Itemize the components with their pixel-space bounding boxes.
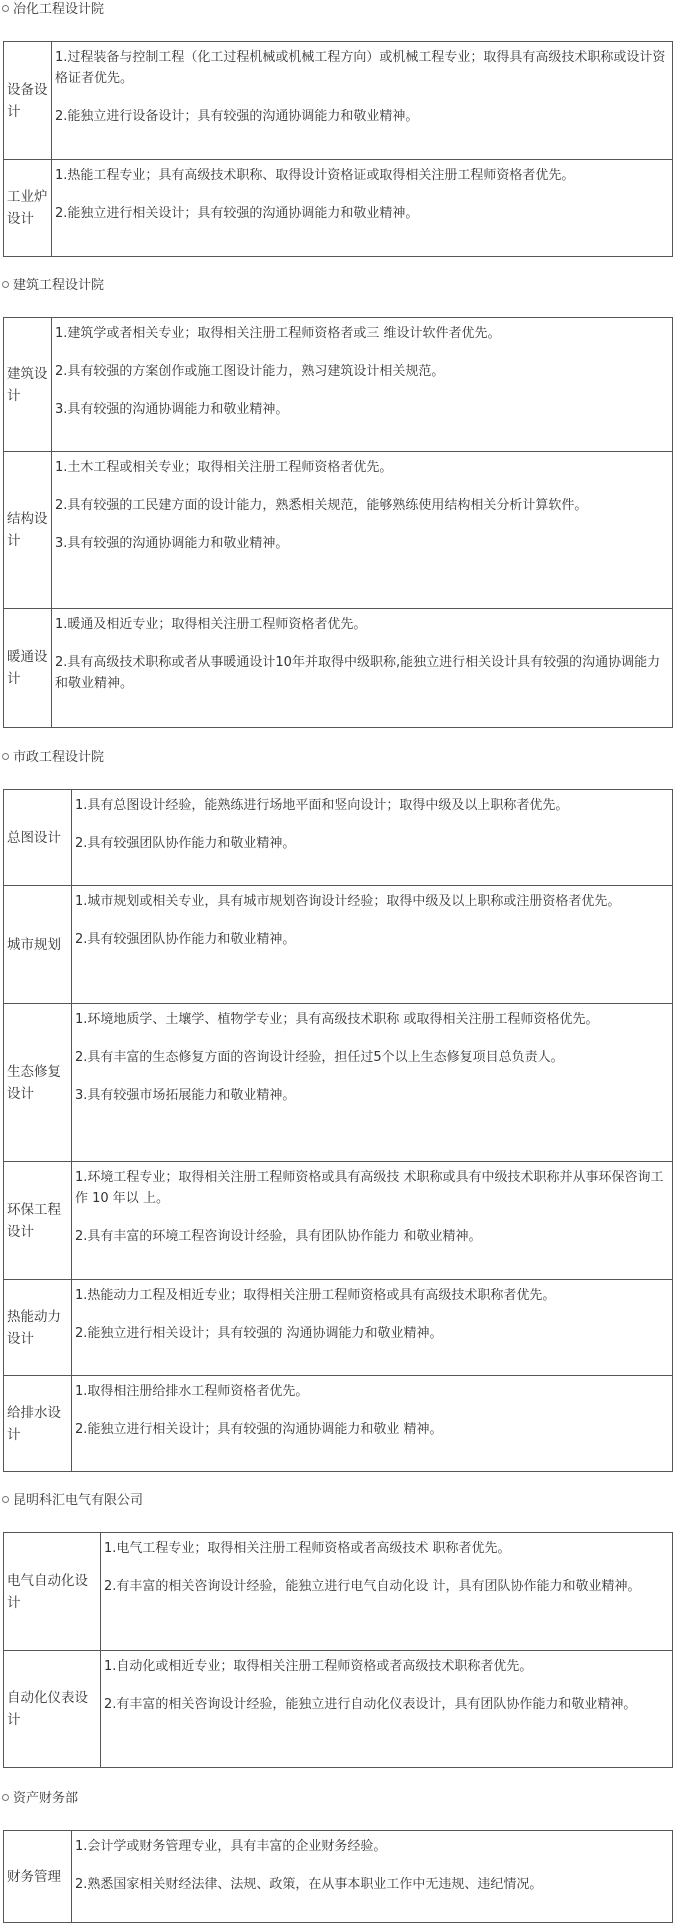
table-row — [4, 790, 673, 886]
requirement-item: 1.过程装备与控制工程（化工过程机械或机械工程方向）或机械工程专业；取得具有高级技术职称或设计资格证者优先。 — [55, 50, 666, 86]
requirement-item: 2.具有较强的工民建方面的设计能力，熟悉相关规范，能够熟练使用结构相关分析计算软件。 — [55, 498, 588, 513]
requirement-item: 1.会计学或财务管理专业，具有丰富的企业财务经验。 — [75, 1839, 387, 1854]
table-row — [4, 886, 673, 1004]
table-row — [4, 318, 673, 452]
requirement-item: 1.暖通及相近专业；取得相关注册工程师资格者优先。 — [55, 617, 367, 632]
requirement-item: 2.能独立进行设备设计；具有较强的沟通协调能力和敬业精神。 — [55, 109, 419, 124]
table-row — [4, 609, 673, 728]
section-heading — [2, 276, 104, 296]
table-row — [4, 1162, 673, 1280]
section-heading-text: 建筑工程设计院 — [13, 278, 105, 293]
requirement-item: 2.具有较强团队协作能力和敬业精神。 — [75, 932, 296, 947]
requirement-item: 2.具有高级技术职称或者从事暖通设计10年并取得中级职称,能独立进行相关设计具有较强的沟通协调能力和敬业精神。 — [55, 655, 661, 691]
position-requirements — [72, 1376, 673, 1472]
position-requirements — [72, 1004, 673, 1162]
requirement-item: 1.环境地质学、土壤学、植物学专业；具有高级技术职称 或取得相关注册工程师资格优先。 — [75, 1012, 599, 1027]
position-title: 电气自动化设计 — [4, 1533, 101, 1651]
requirement-item: 1.建筑学或者相关专业；取得相关注册工程师资格者或三 维设计软件者优先。 — [55, 326, 501, 341]
section-heading-text: 冶化工程设计院 — [13, 2, 105, 17]
requirement-item: 1.取得相注册给排水工程师资格者优先。 — [75, 1384, 309, 1399]
position-title: 热能动力设计 — [4, 1280, 72, 1376]
bullet-icon — [2, 1496, 9, 1503]
position-requirements — [72, 1280, 673, 1376]
requirement-item: 3.具有较强的沟通协调能力和敬业精神。 — [55, 536, 289, 551]
job-table — [3, 789, 673, 1472]
table-row — [4, 1376, 673, 1472]
position-requirements — [52, 42, 673, 160]
section-heading — [2, 748, 104, 768]
position-title: 建筑设计 — [4, 318, 52, 452]
section-heading — [2, 1789, 78, 1809]
position-title: 生态修复设计 — [4, 1004, 72, 1162]
section-heading-text: 资产财务部 — [13, 1791, 79, 1806]
requirement-item: 1.热能动力工程及相近专业；取得相关注册工程师资格或具有高级技术职称者优先。 — [75, 1288, 556, 1303]
requirement-item: 1.具有总图设计经验，能熟练进行场地平面和竖向设计；取得中级及以上职称者优先。 — [75, 798, 569, 813]
table-row — [4, 42, 673, 160]
position-requirements — [52, 318, 673, 452]
position-requirements — [52, 160, 673, 257]
requirement-item: 2.有丰富的相关咨询设计经验，能独立进行电气自动化设 计，具有团队协作能力和敬业精神。 — [104, 1579, 641, 1594]
requirement-item: 3.具有较强市场拓展能力和敬业精神。 — [75, 1088, 296, 1103]
requirement-item: 2.具有丰富的环境工程咨询设计经验，具有团队协作能力 和敬业精神。 — [75, 1229, 482, 1244]
section-heading — [2, 1491, 143, 1511]
bullet-icon — [2, 1794, 9, 1801]
requirement-item: 1.环境工程专业；取得相关注册工程师资格或具有高级技 术职称或具有中级技术职称并从事环保咨询工作 10 年以 上。 — [75, 1170, 664, 1206]
position-requirements — [101, 1533, 673, 1651]
table-row — [4, 1533, 673, 1651]
requirement-item: 1.城市规划或相关专业，具有城市规划咨询设计经验；取得中级及以上职称或注册资格者优先。 — [75, 894, 621, 909]
position-title: 环保工程设计 — [4, 1162, 72, 1280]
requirement-item: 1.热能工程专业；具有高级技术职称、取得设计资格证或取得相关注册工程师资格者优先。 — [55, 168, 575, 183]
requirement-item: 2.有丰富的相关咨询设计经验，能独立进行自动化仪表设计，具有团队协作能力和敬业精神。 — [104, 1697, 637, 1712]
position-requirements — [72, 1162, 673, 1280]
position-requirements — [52, 609, 673, 728]
requirement-item: 2.能独立进行相关设计；具有较强的沟通协调能力和敬业精神。 — [55, 206, 419, 221]
position-title: 给排水设计 — [4, 1376, 72, 1472]
requirement-item: 2.具有较强的方案创作或施工图设计能力，熟习建筑设计相关规范。 — [55, 364, 445, 379]
table-row — [4, 1651, 673, 1768]
table-row — [4, 452, 673, 609]
position-requirements — [72, 886, 673, 1004]
requirement-item: 1.土木工程或相关专业；取得相关注册工程师资格者优先。 — [55, 460, 393, 475]
requirement-item: 2.能独立进行相关设计；具有较强的 沟通协调能力和敬业精神。 — [75, 1326, 443, 1341]
job-table — [3, 41, 673, 257]
requirement-item: 2.能独立进行相关设计；具有较强的沟通协调能力和敬业 精神。 — [75, 1422, 443, 1437]
table-row — [4, 1831, 673, 1923]
position-title: 总图设计 — [4, 790, 72, 886]
requirement-item: 1.电气工程专业；取得相关注册工程师资格或者高级技术 职称者优先。 — [104, 1541, 511, 1556]
bullet-icon — [2, 281, 9, 288]
table-row — [4, 1280, 673, 1376]
bullet-icon — [2, 5, 9, 12]
job-table — [3, 317, 673, 728]
position-requirements — [101, 1651, 673, 1768]
position-requirements — [52, 452, 673, 609]
requirement-item: 2.熟悉国家相关财经法律、法规、政策，在从事本职业工作中无违规、违纪情况。 — [75, 1877, 543, 1892]
table-row — [4, 1004, 673, 1162]
position-title: 暖通设计 — [4, 609, 52, 728]
bullet-icon — [2, 753, 9, 760]
section-heading-text: 昆明科汇电气有限公司 — [13, 1493, 144, 1508]
job-table — [3, 1532, 673, 1768]
position-requirements — [72, 790, 673, 886]
position-title: 城市规划 — [4, 886, 72, 1004]
requirement-item: 1.自动化或相近专业；取得相关注册工程师资格或者高级技术职称者优先。 — [104, 1659, 533, 1674]
requirement-item: 2.具有较强团队协作能力和敬业精神。 — [75, 836, 296, 851]
position-title: 财务管理 — [4, 1831, 72, 1923]
requirement-item: 3.具有较强的沟通协调能力和敬业精神。 — [55, 402, 289, 417]
position-title: 结构设计 — [4, 452, 52, 609]
job-table — [3, 1830, 673, 1923]
position-title: 工业炉设计 — [4, 160, 52, 257]
position-requirements — [72, 1831, 673, 1923]
section-heading-text: 市政工程设计院 — [13, 750, 105, 765]
table-row — [4, 160, 673, 257]
position-title: 设备设计 — [4, 42, 52, 160]
section-heading — [2, 0, 104, 20]
requirement-item: 2.具有丰富的生态修复方面的咨询设计经验，担任过5个以上生态修复项目总负责人。 — [75, 1050, 564, 1065]
position-title: 自动化仪表设计 — [4, 1651, 101, 1768]
